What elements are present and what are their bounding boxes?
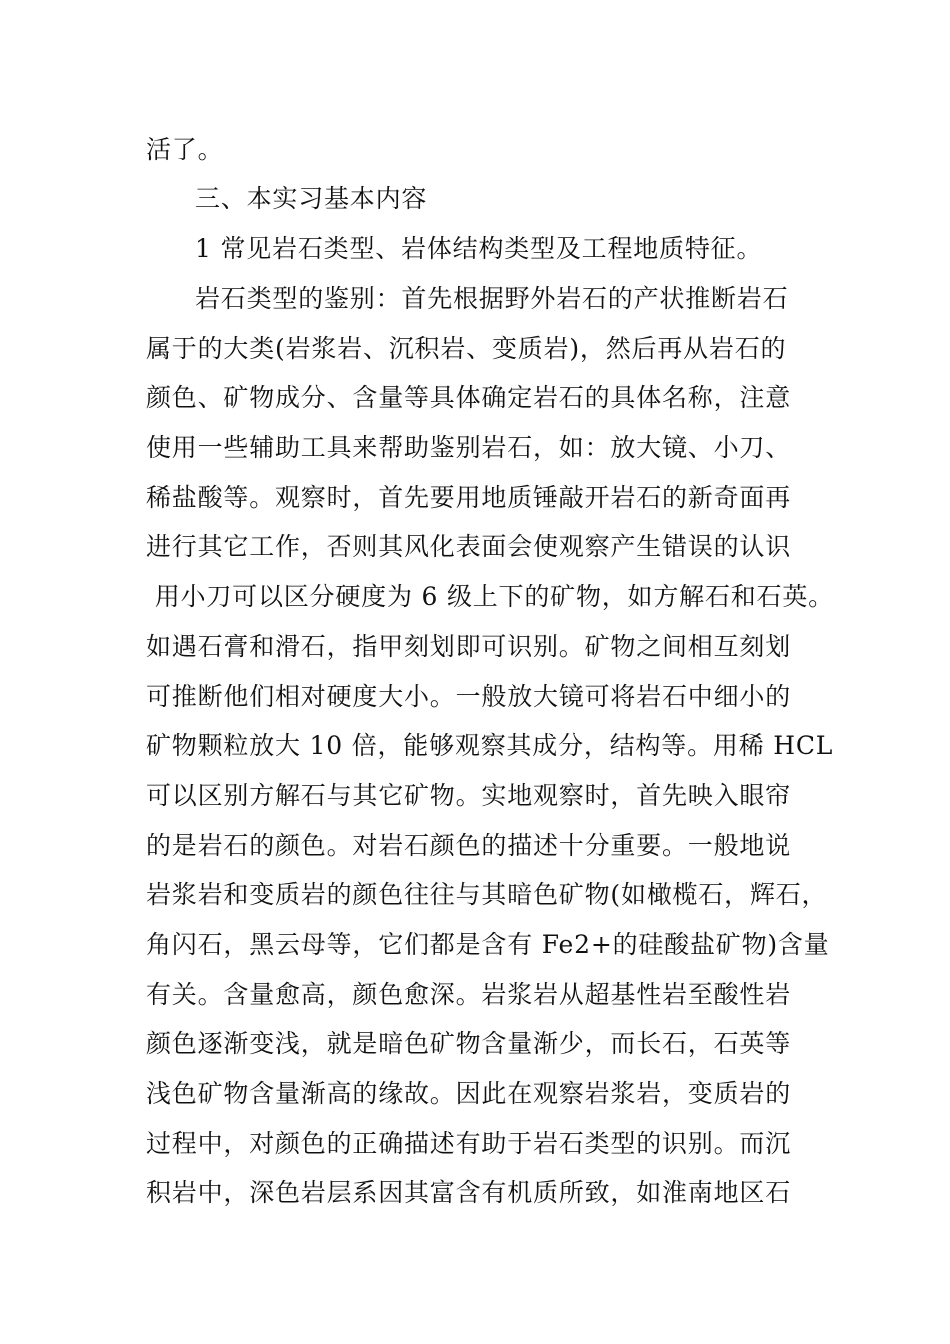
text-line-21: 过程中，对颜色的正确描述有助于岩石类型的识别。而沉 <box>146 1129 792 1158</box>
text-line-15: 的是岩石的颜色。对岩石颜色的描述十分重要。一般地说 <box>146 831 792 860</box>
text-line-18: 有关。含量愈高，颜色愈深。岩浆岩从超基性岩至酸性岩 <box>146 980 792 1009</box>
text-line-9: 进行其它工作，否则其风化表面会使观察产生错误的认识 <box>146 532 792 561</box>
text-line-22: 积岩中，深色岩层系因其富含有机质所致，如淮南地区石 <box>146 1178 792 1207</box>
text-line-14: 可以区别方解石与其它矿物。实地观察时，首先映入眼帘 <box>146 781 792 810</box>
text-line-13: 矿物颗粒放大 10 倍，能够观察其成分，结构等。用稀 HCL <box>146 731 834 760</box>
text-line-4: 岩石类型的鉴别：首先根据野外岩石的产状推断岩石 <box>195 284 789 313</box>
text-line-7: 使用一些辅助工具来帮助鉴别岩石，如：放大镜、小刀、 <box>146 433 792 462</box>
text-line-5: 属于的大类(岩浆岩、沉积岩、变质岩)，然后再从岩石的 <box>146 334 787 363</box>
text-line-17: 角闪石，黑云母等，它们都是含有 Fe2+的硅酸盐矿物)含量 <box>146 930 830 959</box>
text-line-11: 如遇石膏和滑石，指甲刻划即可识别。矿物之间相互刻划 <box>146 632 792 661</box>
text-line-6: 颜色、矿物成分、含量等具体确定岩石的具体名称，注意 <box>146 383 792 412</box>
text-line-10: 用小刀可以区分硬度为 6 级上下的矿物，如方解石和石英。 <box>146 582 834 611</box>
text-line-20: 浅色矿物含量渐高的缘故。因此在观察岩浆岩，变质岩的 <box>146 1079 792 1108</box>
text-line-19: 颜色逐渐变浅，就是暗色矿物含量渐少，而长石，石英等 <box>146 1029 792 1058</box>
text-line-12: 可推断他们相对硬度大小。一般放大镜可将岩石中细小的 <box>146 682 792 711</box>
text-line-16: 岩浆岩和变质岩的颜色往往与其暗色矿物(如橄榄石，辉石， <box>146 880 828 909</box>
section-heading: 三、本实习基本内容 <box>195 184 428 213</box>
text-line-8: 稀盐酸等。观察时，首先要用地质锤敲开岩石的新奇面再 <box>146 483 792 512</box>
subsection-heading: 1 常见岩石类型、岩体结构类型及工程地质特征。 <box>195 234 763 263</box>
text-line-1: 活了。 <box>146 135 224 164</box>
